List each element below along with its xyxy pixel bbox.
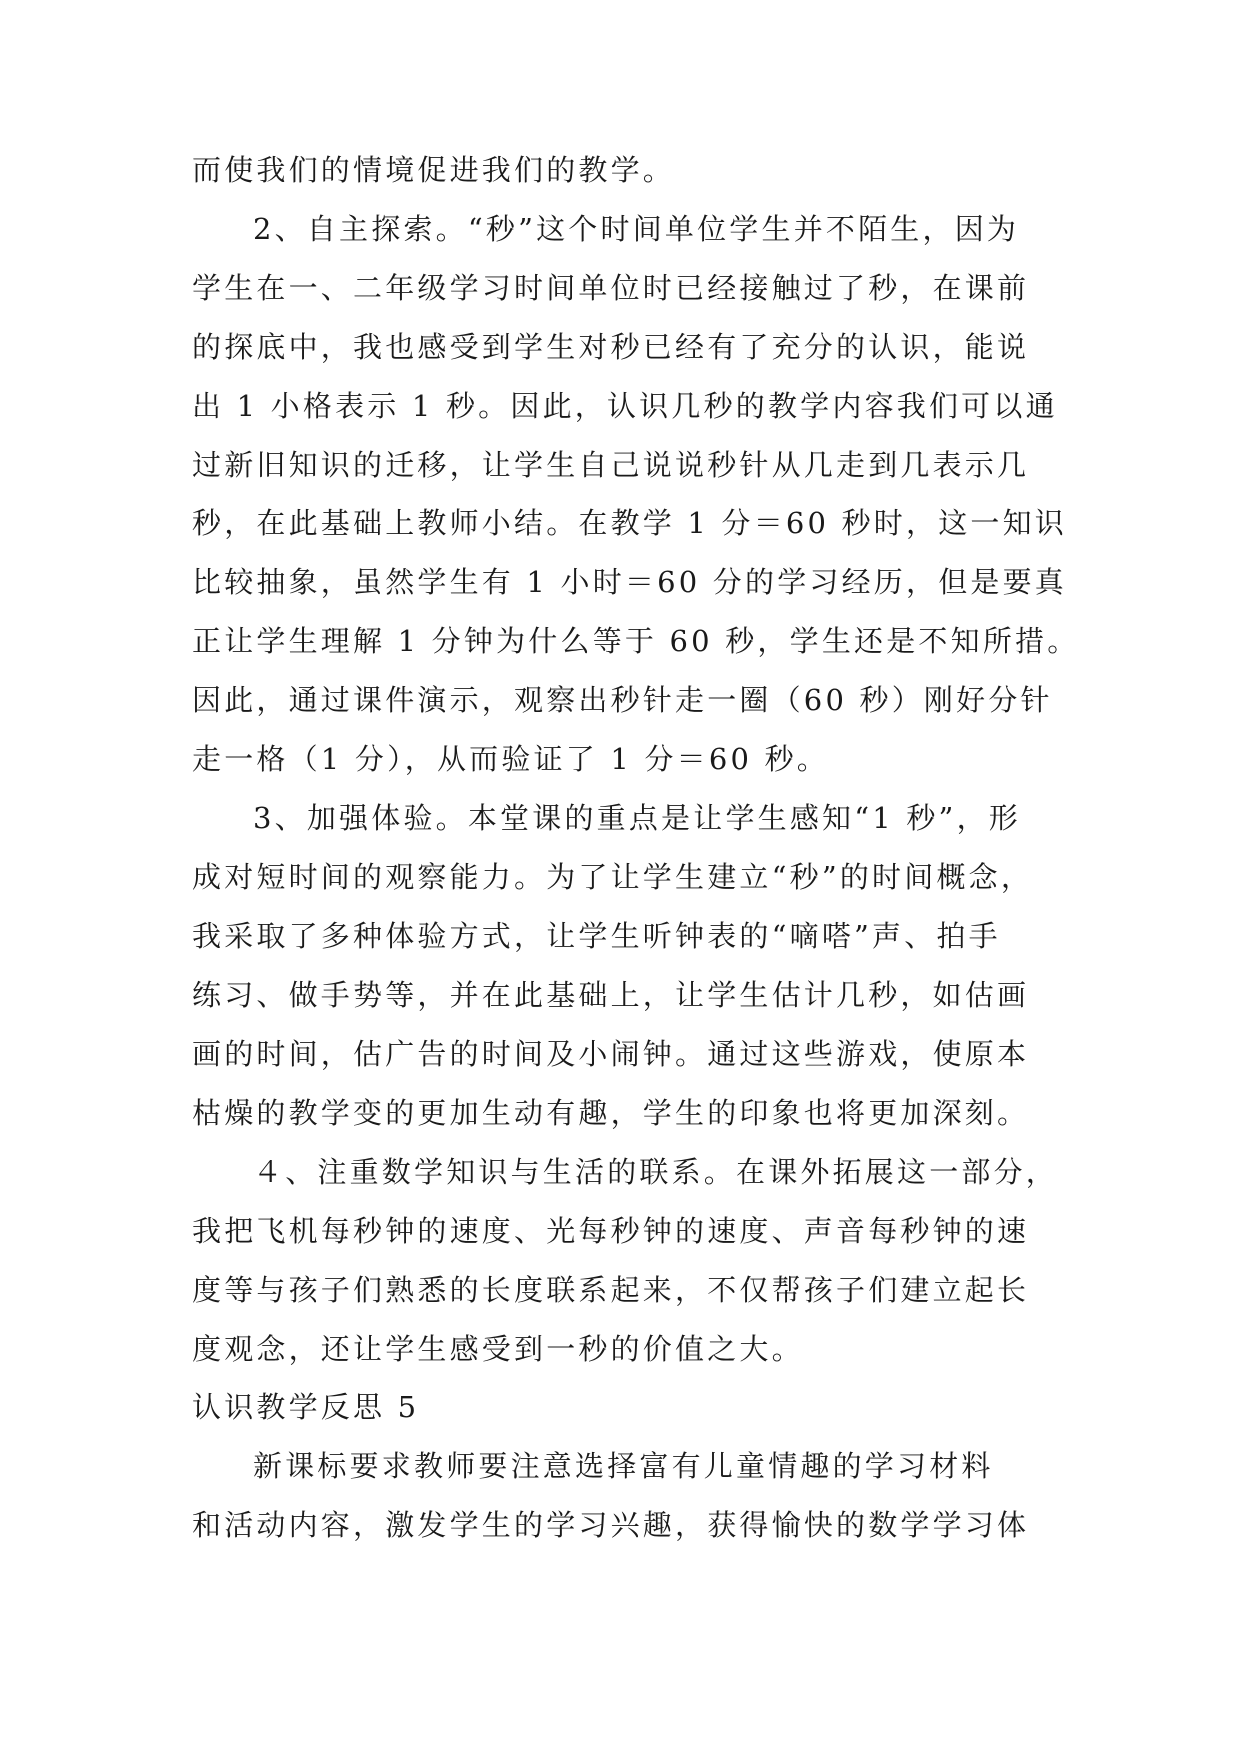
text-line: 枯燥的教学变的更加生动有趣，学生的印象也将更加深刻。 (192, 1096, 1030, 1130)
paragraph-heading-2: 2、自主探索。“秒”这个时间单位学生并不陌生，因为 (253, 212, 1020, 246)
paragraph-heading-3: 3、加强体验。本堂课的重点是让学生感知“1 秒”，形 (253, 801, 1021, 835)
text-line: 出 1 小格表示 1 秒。因此，认识几秒的教学内容我们可以通 (192, 389, 1058, 423)
paragraph-heading-4: ４、注重数学知识与生活的联系。在课外拓展这一部分， (253, 1155, 1059, 1189)
text-line: 练习、做手势等，并在此基础上，让学生估计几秒，如估画 (192, 978, 1030, 1012)
text-line: 我把飞机每秒钟的速度、光每秒钟的速度、声音每秒钟的速 (192, 1214, 1030, 1248)
text-line: 学生在一、二年级学习时间单位时已经接触过了秒，在课前 (192, 271, 1030, 305)
text-line: 成对短时间的观察能力。为了让学生建立“秒”的时间概念， (192, 860, 1034, 894)
text-line: 正让学生理解 1 分钟为什么等于 60 秒，学生还是不知所措。 (192, 624, 1080, 658)
text-line: 走一格（1 分），从而验证了 1 分＝60 秒。 (192, 742, 829, 776)
text-line: 过新旧知识的迁移，让学生自己说说秒针从几走到几表示几 (192, 448, 1030, 482)
text-line: 度等与孩子们熟悉的长度联系起来，不仅帮孩子们建立起长 (192, 1273, 1030, 1307)
text-line: 比较抽象，虽然学生有 1 小时＝60 分的学习经历，但是要真 (192, 565, 1068, 599)
text-line: 因此，通过课件演示，观察出秒针走一圈（60 秒）刚好分针 (192, 683, 1053, 717)
text-line: 度观念，还让学生感受到一秒的价值之大。 (192, 1332, 804, 1366)
text-line: 的探底中，我也感受到学生对秒已经有了充分的认识，能说 (192, 330, 1030, 364)
text-line: 而使我们的情境促进我们的教学。 (192, 153, 676, 187)
text-line: 画的时间，估广告的时间及小闹钟。通过这些游戏，使原本 (192, 1037, 1030, 1071)
text-line: 秒，在此基础上教师小结。在教学 1 分＝60 秒时，这一知识 (192, 506, 1068, 540)
text-line: 新课标要求教师要注意选择富有儿童情趣的学习材料 (253, 1449, 994, 1483)
text-line: 我采取了多种体验方式，让学生听钟表的“嘀嗒”声、拍手 (192, 919, 1001, 953)
text-line: 和活动内容，激发学生的学习兴趣，获得愉快的数学学习体 (192, 1508, 1030, 1542)
section-title: 认识教学反思 5 (192, 1390, 420, 1424)
